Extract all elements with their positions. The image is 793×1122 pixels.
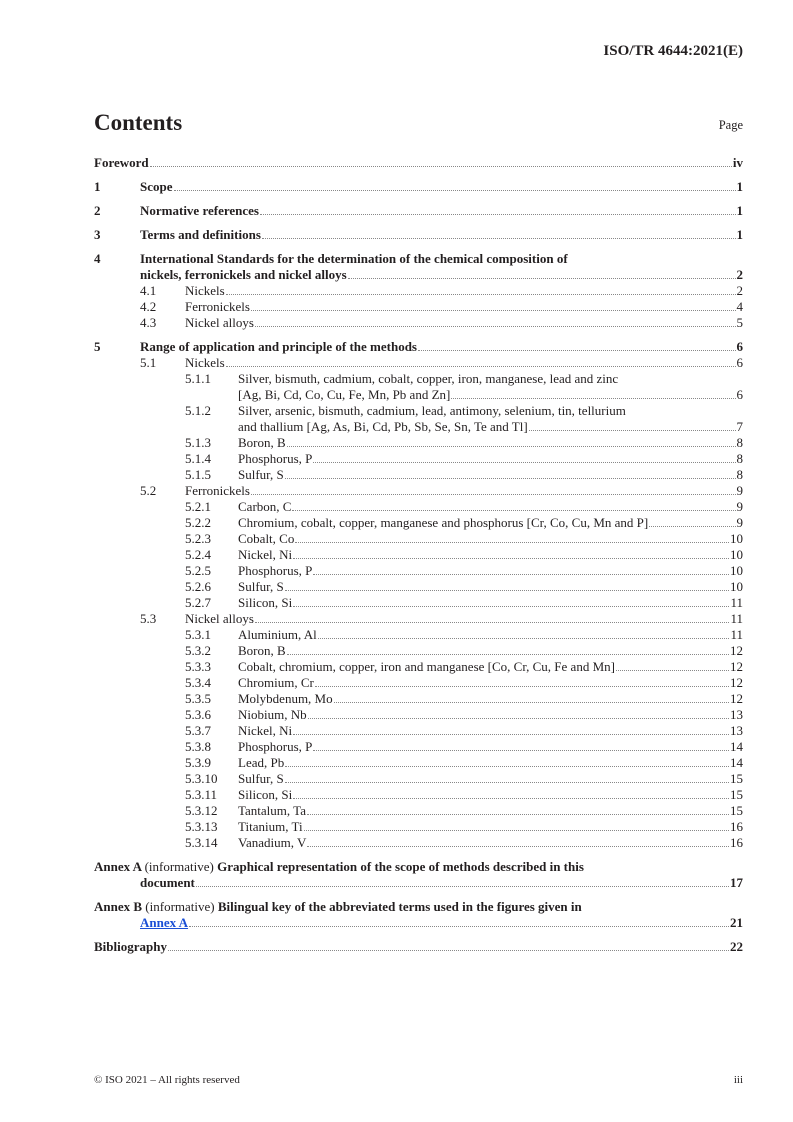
- page-number: 11: [730, 595, 743, 610]
- dot-leader: [285, 771, 729, 783]
- entry-text: [140, 251, 743, 267]
- entry-text: [94, 899, 743, 915]
- page-number: 8: [736, 451, 743, 466]
- dot-leader: [260, 203, 736, 215]
- section-number: 4: [94, 251, 101, 266]
- entry-text: [185, 299, 743, 315]
- section-number: 5.2.2: [185, 515, 211, 530]
- section-number: 5.1: [140, 355, 157, 370]
- entry-text: [140, 203, 743, 219]
- page-number: 16: [730, 835, 743, 850]
- entry-title: Sulfur, S: [238, 771, 284, 786]
- page-number: 13: [730, 723, 743, 738]
- page-number: 15: [730, 803, 743, 818]
- section-number: 5.1.5: [185, 467, 211, 482]
- toc-entry-5-3-4[interactable]: [94, 675, 743, 691]
- dot-leader: [189, 915, 729, 927]
- section-number: 5.3.8: [185, 739, 211, 754]
- entry-title: Molybdenum, Mo: [238, 691, 333, 706]
- dot-leader: [313, 739, 729, 751]
- entry-text: [238, 707, 743, 723]
- page-number: 11: [730, 627, 743, 642]
- dot-leader: [285, 579, 729, 591]
- entry-text: [238, 595, 743, 611]
- toc-entry-5-3-3[interactable]: [94, 659, 743, 675]
- entry-title: Silver, arsenic, bismuth, cadmium, lead, antimony, selenium, tin, tellurium: [238, 403, 626, 418]
- section-number: 5.3.13: [185, 819, 218, 834]
- section-number: 5.1.2: [185, 403, 211, 418]
- page-number: 1: [736, 203, 743, 218]
- page-number: 12: [730, 643, 743, 658]
- annex-label: Annex A: [94, 859, 145, 874]
- entry-title: Boron, B: [238, 435, 286, 450]
- entry-text: [238, 835, 743, 851]
- entry-text: [238, 723, 743, 739]
- entry-title: Titanium, Ti: [238, 819, 303, 834]
- annex-title-cont: document: [140, 875, 195, 890]
- entry-title: Nickel, Ni: [238, 723, 293, 738]
- page-column-label: Page: [718, 118, 743, 132]
- toc-entry-5-1-4[interactable]: [94, 451, 743, 467]
- page-number: 9: [736, 515, 743, 530]
- entry-title: Phosphorus, P: [238, 451, 313, 466]
- section-number: 5: [94, 339, 101, 354]
- section-number: 5.2: [140, 483, 157, 498]
- annex-qualifier: (informative): [144, 859, 218, 874]
- dot-leader: [307, 803, 729, 815]
- page-number: 15: [730, 787, 743, 802]
- dot-leader: [293, 723, 729, 735]
- dot-leader: [255, 611, 730, 623]
- entry-text: [238, 755, 743, 771]
- entry-text: [238, 819, 743, 835]
- page-number: 9: [736, 483, 743, 498]
- entry-text: [185, 315, 743, 331]
- entry-text: [238, 451, 743, 467]
- dot-leader: [251, 483, 736, 495]
- entry-title: Phosphorus, P: [238, 739, 313, 754]
- section-number: 5.3.1: [185, 627, 211, 642]
- dot-leader: [529, 419, 736, 431]
- entry-title: Cobalt, chromium, copper, iron and manganese [Co, Cr, Cu, Fe and Mn]: [238, 659, 615, 674]
- entry-text: [185, 483, 743, 499]
- page-number: 12: [730, 691, 743, 706]
- section-number: 4.3: [140, 315, 157, 330]
- section-number: 5.3: [140, 611, 157, 626]
- toc-entry-4-1[interactable]: [94, 283, 743, 299]
- page-number: iv: [732, 155, 743, 170]
- dot-leader: [150, 155, 732, 167]
- toc-entry-5-3-7[interactable]: [94, 723, 743, 739]
- entry-title: Boron, B: [238, 643, 286, 658]
- section-number: 5.1.3: [185, 435, 211, 450]
- entry-text: [140, 267, 743, 283]
- toc-entry-5-3-1[interactable]: [94, 627, 743, 643]
- section-number: 5.2.1: [185, 499, 211, 514]
- annex-label: Annex B: [94, 899, 146, 914]
- entry-title: Carbon, C: [238, 499, 292, 514]
- entry-text: [238, 467, 743, 483]
- toc-entry-5-3[interactable]: [94, 611, 743, 627]
- toc-entry-5-3-8[interactable]: [94, 739, 743, 755]
- section-number: 5.2.5: [185, 563, 211, 578]
- toc-entry-foreword[interactable]: [94, 155, 743, 171]
- section-number: 4.1: [140, 283, 157, 298]
- page-number: 16: [730, 819, 743, 834]
- page-number: 8: [736, 435, 743, 450]
- toc-entry-3[interactable]: [94, 227, 743, 243]
- toc-entry-5-2-7[interactable]: [94, 595, 743, 611]
- page-number: 10: [730, 547, 743, 562]
- table-of-contents: [94, 155, 743, 955]
- page-number: 6: [736, 355, 743, 370]
- entry-title: Chromium, Cr: [238, 675, 314, 690]
- entry-text: [238, 787, 743, 803]
- entry-text: [94, 939, 743, 955]
- toc-entry-5-3-5[interactable]: [94, 691, 743, 707]
- section-number: 5.3.4: [185, 675, 211, 690]
- dot-leader: [293, 595, 729, 607]
- entry-text: [238, 435, 743, 451]
- toc-entry-5-1-1[interactable]: [94, 371, 743, 387]
- document-id-header: ISO/TR 4644:2021(E): [603, 43, 743, 59]
- annex-title: Bilingual key of the abbreviated terms used in the figures given in: [217, 899, 582, 914]
- dot-leader: [196, 875, 729, 887]
- section-number: 5.3.12: [185, 803, 218, 818]
- entry-text: [238, 515, 743, 531]
- toc-entry-5-3-2[interactable]: [94, 643, 743, 659]
- dot-leader: [318, 627, 730, 639]
- entry-text: [238, 659, 743, 675]
- entry-text: [238, 371, 743, 387]
- section-number: 3: [94, 227, 101, 242]
- section-number: 5.2.3: [185, 531, 211, 546]
- toc-annex-2-cont[interactable]: [94, 915, 743, 931]
- entry-title: Lead, Pb: [238, 755, 285, 770]
- toc-annex-2[interactable]: [94, 899, 743, 915]
- section-number: 5.1.4: [185, 451, 211, 466]
- dot-leader: [285, 755, 729, 767]
- toc-entry-5-1-2[interactable]: [94, 403, 743, 419]
- entry-text: [238, 419, 743, 435]
- entry-text: [140, 179, 743, 195]
- dot-leader: [304, 819, 729, 831]
- dot-leader: [285, 467, 736, 479]
- dot-leader: [418, 339, 736, 351]
- toc-entry-5-3-6[interactable]: [94, 707, 743, 723]
- entry-text: [140, 227, 743, 243]
- toc-entry-4-2[interactable]: [94, 299, 743, 315]
- entry-title: Nickels: [185, 355, 225, 370]
- toc-entry-5-3-9[interactable]: [94, 755, 743, 771]
- entry-text: [94, 859, 743, 875]
- dot-leader: [293, 547, 729, 559]
- entry-title: International Standards for the determination of the chemical composition of: [140, 251, 568, 266]
- dot-leader: [315, 675, 729, 687]
- entry-title: Ferronickels: [185, 483, 250, 498]
- footer-page-number: iii: [733, 1074, 743, 1086]
- entry-title: Terms and definitions: [140, 227, 261, 242]
- dot-leader: [293, 787, 729, 799]
- page-number: 22: [730, 939, 743, 954]
- entry-title: Sulfur, S: [238, 579, 284, 594]
- entry-text: [238, 499, 743, 515]
- toc-entry-5-2-3[interactable]: [94, 531, 743, 547]
- dot-leader: [174, 179, 736, 191]
- entry-text: [238, 643, 743, 659]
- entry-title: Niobium, Nb: [238, 707, 307, 722]
- entry-text: [238, 387, 743, 403]
- entry-text: [238, 547, 743, 563]
- toc-entry-5-1-3[interactable]: [94, 435, 743, 451]
- entry-text: [238, 579, 743, 595]
- page-number: 1: [736, 179, 743, 194]
- entry-title: Cobalt, Co: [238, 531, 295, 546]
- entry-title: Nickel, Ni: [238, 547, 293, 562]
- dot-leader: [334, 691, 729, 703]
- dot-leader: [308, 707, 729, 719]
- entry-text: [238, 563, 743, 579]
- section-number: 5.3.14: [185, 835, 218, 850]
- toc-entry-4[interactable]: [94, 267, 743, 283]
- section-number: 5.2.4: [185, 547, 211, 562]
- entry-title: nickels, ferronickels and nickel alloys: [140, 267, 347, 282]
- dot-leader: [226, 355, 736, 367]
- toc-entry-5-2[interactable]: [94, 483, 743, 499]
- section-number: 2: [94, 203, 101, 218]
- entry-title: Silicon, Si: [238, 595, 293, 610]
- entry-text: [238, 531, 743, 547]
- section-number: 5.3.3: [185, 659, 211, 674]
- section-number: 5.2.7: [185, 595, 211, 610]
- section-number: 5.3.2: [185, 643, 211, 658]
- page-number: 1: [736, 227, 743, 242]
- page-number: 6: [736, 387, 743, 402]
- dot-leader: [348, 267, 736, 279]
- entry-title: Phosphorus, P: [238, 563, 313, 578]
- section-number: 1: [94, 179, 101, 194]
- dot-leader: [313, 451, 735, 463]
- entry-text: [94, 155, 743, 171]
- entry-title: Ferronickels: [185, 299, 250, 314]
- copyright-footer: © ISO 2021 – All rights reserved: [94, 1074, 240, 1086]
- page-number: 14: [730, 739, 743, 754]
- page-number: 13: [730, 707, 743, 722]
- toc-entry-5-2-1[interactable]: [94, 499, 743, 515]
- dot-leader: [313, 563, 729, 575]
- page-number: 8: [736, 467, 743, 482]
- toc-entry-2[interactable]: [94, 203, 743, 219]
- dot-leader: [451, 387, 735, 399]
- entry-title: Sulfur, S: [238, 467, 284, 482]
- toc-entry-5-2-6[interactable]: [94, 579, 743, 595]
- page-number: 2: [736, 283, 743, 298]
- entry-title: Bibliography: [94, 939, 167, 954]
- entry-text: [238, 739, 743, 755]
- toc-entry-5-2-2[interactable]: [94, 515, 743, 531]
- dot-leader: [287, 435, 736, 447]
- entry-title: Aluminium, Al: [238, 627, 317, 642]
- section-number: 5.3.6: [185, 707, 211, 722]
- entry-text: [238, 771, 743, 787]
- page-number: 12: [730, 659, 743, 674]
- entry-title: Range of application and principle of the methods: [140, 339, 417, 354]
- entry-text: [185, 611, 743, 627]
- annex-heading: [94, 899, 582, 915]
- page-number: 2: [736, 267, 743, 282]
- page-number: 10: [730, 579, 743, 594]
- section-number: 5.3.11: [185, 787, 218, 802]
- section-number: 5.3.9: [185, 755, 211, 770]
- entry-text: [140, 915, 743, 931]
- entry-text: [238, 691, 743, 707]
- page-number: 17: [730, 875, 743, 890]
- entry-title: Normative references: [140, 203, 259, 218]
- section-number: 5.1.1: [185, 371, 211, 386]
- dot-leader: [262, 227, 736, 239]
- toc-entry-5-2-4[interactable]: [94, 547, 743, 563]
- toc-entry-1[interactable]: [94, 179, 743, 195]
- dot-leader: [168, 939, 729, 951]
- entry-text: [238, 675, 743, 691]
- toc-entry-5[interactable]: [94, 339, 743, 355]
- dot-leader: [287, 643, 729, 655]
- toc-entry-5-3-12[interactable]: [94, 803, 743, 819]
- entry-text: [185, 355, 743, 371]
- annex-a-link[interactable]: Annex A: [140, 915, 189, 930]
- toc-annex-1[interactable]: [94, 859, 743, 875]
- annex-qualifier: (informative): [145, 899, 218, 914]
- entry-title: Scope: [140, 179, 173, 194]
- dot-leader: [616, 659, 729, 671]
- dot-leader: [649, 515, 735, 527]
- toc-entry-5-3-10[interactable]: [94, 771, 743, 787]
- toc-entry-5-1-1[interactable]: [94, 387, 743, 403]
- section-number: 4.2: [140, 299, 157, 314]
- page-number: 10: [730, 563, 743, 578]
- entry-text: [185, 283, 743, 299]
- dot-leader: [307, 835, 729, 847]
- page-number: 6: [736, 339, 743, 354]
- page-number: 9: [736, 499, 743, 514]
- page-number: 5: [736, 315, 743, 330]
- entry-title: [Ag, Bi, Cd, Co, Cu, Fe, Mn, Pb and Zn]: [238, 387, 451, 402]
- entry-title: Nickel alloys: [185, 611, 254, 626]
- toc-entry-5-1-5[interactable]: [94, 467, 743, 483]
- toc-bibliography[interactable]: [94, 939, 743, 955]
- page-number: 21: [730, 915, 743, 930]
- toc-entry-5-1[interactable]: [94, 355, 743, 371]
- annex-heading: [94, 859, 584, 875]
- dot-leader: [255, 315, 736, 327]
- dot-leader: [251, 299, 736, 311]
- page-number: 12: [730, 675, 743, 690]
- toc-entry-5-3-11[interactable]: [94, 787, 743, 803]
- annex-title: Graphical representation of the scope of methods described in this: [217, 859, 584, 874]
- section-number: 5.2.6: [185, 579, 211, 594]
- page-number: 14: [730, 755, 743, 770]
- entry-text: [238, 803, 743, 819]
- entry-title: Chromium, cobalt, copper, manganese and phosphorus [Cr, Co, Cu, Mn and P]: [238, 515, 649, 530]
- toc-entry-5-2-5[interactable]: [94, 563, 743, 579]
- entry-title: Nickels: [185, 283, 225, 298]
- page-number: 10: [730, 531, 743, 546]
- page-number: 15: [730, 771, 743, 786]
- entry-text: [238, 403, 743, 419]
- entry-title: Vanadium, V: [238, 835, 307, 850]
- page-title: Contents: [94, 110, 183, 135]
- section-number: 5.3.7: [185, 723, 211, 738]
- page-number: 4: [736, 299, 743, 314]
- toc-annex-1-cont[interactable]: [94, 875, 743, 891]
- entry-text: [238, 627, 743, 643]
- entry-text: [140, 875, 743, 891]
- toc-entry-5-3-14[interactable]: [94, 835, 743, 851]
- dot-leader: [292, 499, 735, 511]
- entry-title: Silicon, Si: [238, 787, 293, 802]
- toc-entry-4[interactable]: [94, 251, 743, 267]
- entry-title: Tantalum, Ta: [238, 803, 306, 818]
- section-number: 5.3.5: [185, 691, 211, 706]
- section-number: 5.3.10: [185, 771, 218, 786]
- page-number: 7: [736, 419, 743, 434]
- toc-entry-4-3[interactable]: [94, 315, 743, 331]
- dot-leader: [295, 531, 729, 543]
- page-number: 11: [730, 611, 743, 626]
- entry-title: Nickel alloys: [185, 315, 254, 330]
- toc-entry-5-3-13[interactable]: [94, 819, 743, 835]
- entry-text: [140, 339, 743, 355]
- entry-title: Silver, bismuth, cadmium, cobalt, copper, iron, manganese, lead and zinc: [238, 371, 619, 386]
- entry-title: Foreword: [94, 155, 149, 170]
- entry-title: and thallium [Ag, As, Bi, Cd, Pb, Sb, Se, Sn, Te and Tl]: [238, 419, 528, 434]
- toc-entry-5-1-2[interactable]: [94, 419, 743, 435]
- dot-leader: [226, 283, 736, 295]
